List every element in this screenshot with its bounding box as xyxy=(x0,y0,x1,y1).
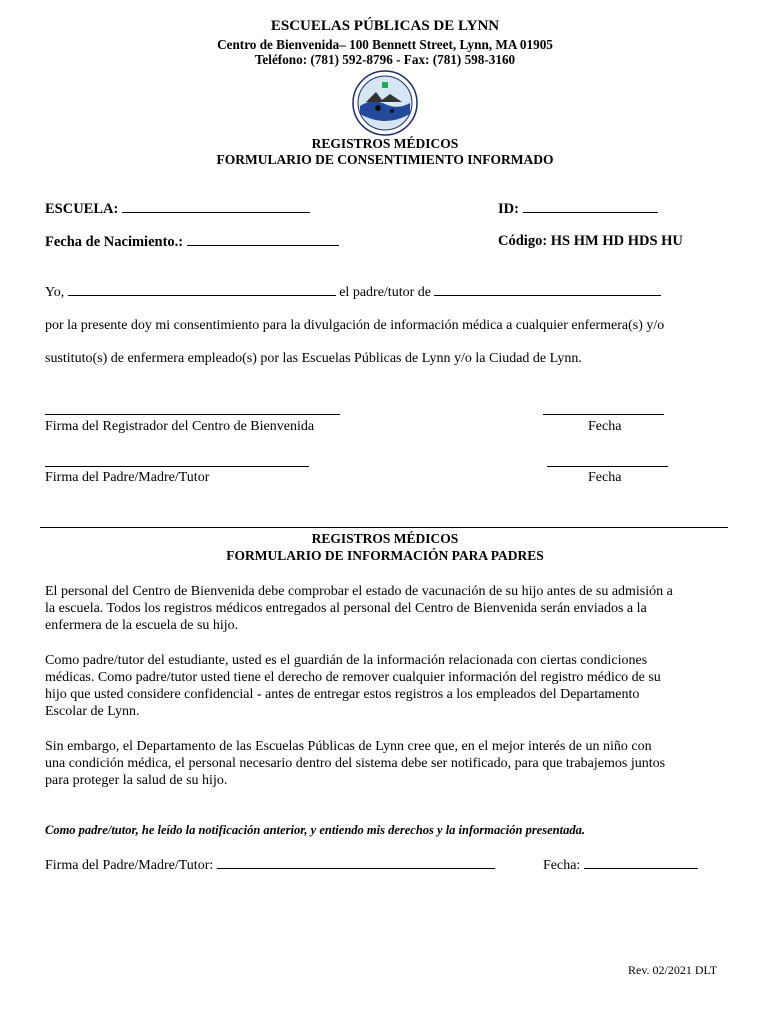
dob-label: Fecha de Nacimiento.: xyxy=(45,234,184,250)
info-p2-line: Como padre/tutor del estudiante, usted es el guardián de la información relacionada con ciertas condiciones xyxy=(45,653,648,668)
id-field[interactable] xyxy=(498,200,658,218)
info-p1-line: enfermera de la escuela de su hijo. xyxy=(45,618,239,633)
district-address: Centro de Bienvenida– 100 Bennett Street, Lynn, MA 01905 xyxy=(217,37,553,52)
parent-date-label: Fecha xyxy=(588,470,622,485)
student-name-line[interactable] xyxy=(434,283,661,296)
info-p2-line: Escolar de Lynn. xyxy=(45,704,140,719)
final-signature-field[interactable] xyxy=(45,856,495,874)
school-label: ESCUELA: xyxy=(45,201,119,217)
id-input-line[interactable] xyxy=(523,200,658,213)
school-input-line[interactable] xyxy=(122,200,310,213)
consent-text-line-2: sustituto(s) de enfermera empleado(s) por las Escuelas Públicas de Lynn y/o la Ciudad de Lynn. xyxy=(45,351,582,366)
guardian-name-line[interactable] xyxy=(68,283,336,296)
parent-signature-label: Firma del Padre/Madre/Tutor xyxy=(45,470,210,485)
section-divider xyxy=(40,527,728,528)
final-signature-label: Firma del Padre/Madre/Tutor: xyxy=(45,858,214,873)
consent-title: REGISTROS MÉDICOS xyxy=(311,136,459,151)
registrar-date-line[interactable] xyxy=(543,414,664,415)
info-p1-line: El personal del Centro de Bienvenida debe comprobar el estado de vacunación de su hijo antes de su admisión a xyxy=(45,584,673,599)
info-paragraph-3 xyxy=(45,738,735,789)
info-p2-line: médicas. Como padre/tutor usted tiene el derecho de remover cualquier información del registro médico de su xyxy=(45,670,661,685)
code-field: Código: HS HM HD HDS HU xyxy=(498,233,683,249)
guardian-line xyxy=(45,283,661,301)
district-phone: Teléfono: (781) 592-8796 - Fax: (781) 598-3160 xyxy=(254,52,516,67)
info-p1-line: la escuela. Todos los registros médicos entregados al personal del Centro de Bienvenida serán enviados a la xyxy=(45,601,647,616)
final-date-field[interactable] xyxy=(543,856,698,874)
info-p3-line: una condición médica, el personal necesario dentro del sistema debe ser notificado, para que trabajemos juntos xyxy=(45,756,666,771)
info-p3-line: Sin embargo, el Departamento de las Escuelas Públicas de Lynn cree que, en el mejor interés de un niño con xyxy=(45,739,652,754)
final-date-label: Fecha: xyxy=(543,858,581,873)
info-title: REGISTROS MÉDICOS xyxy=(311,531,459,546)
yo-label: Yo, xyxy=(45,285,65,300)
parent-date-line[interactable] xyxy=(547,466,668,467)
info-paragraph-2 xyxy=(45,652,735,720)
consent-text-line-1: por la presente doy mi consentimiento para la divulgación de información médica a cualquier enfermera(s) y/o xyxy=(45,318,665,333)
registrar-signature-label: Firma del Registrador del Centro de Bienvenida xyxy=(45,419,315,434)
dob-input-line[interactable] xyxy=(187,233,339,246)
revision-note: Rev. 02/2021 DLT xyxy=(628,963,718,977)
info-subtitle: FORMULARIO DE INFORMACIÓN PARA PADRES xyxy=(226,548,544,563)
parent-signature-line[interactable] xyxy=(45,466,309,467)
registrar-signature-line[interactable] xyxy=(45,414,340,415)
acknowledgement-statement: Como padre/tutor, he leído la notificación anterior, y entiendo mis derechos y la información presentada. xyxy=(45,823,585,837)
consent-subtitle: FORMULARIO DE CONSENTIMIENTO INFORMADO xyxy=(216,152,554,167)
final-date-line[interactable] xyxy=(584,856,698,869)
registrar-date-label: Fecha xyxy=(588,419,622,434)
district-title: ESCUELAS PÚBLICAS DE LYNN xyxy=(270,18,500,34)
info-p2-line: hijo que usted considere confidencial - antes de entregar estos registros a los empleados del Departamento xyxy=(45,687,640,702)
id-label: ID: xyxy=(498,201,519,217)
final-signature-line[interactable] xyxy=(217,856,495,869)
dob-field[interactable] xyxy=(45,233,339,251)
school-field[interactable] xyxy=(45,200,310,218)
info-paragraph-1 xyxy=(45,583,735,634)
city-seal-logo xyxy=(352,70,418,136)
info-p3-line: para proteger la salud de su hijo. xyxy=(45,773,228,788)
guardian-of-label: el padre/tutor de xyxy=(339,285,431,300)
